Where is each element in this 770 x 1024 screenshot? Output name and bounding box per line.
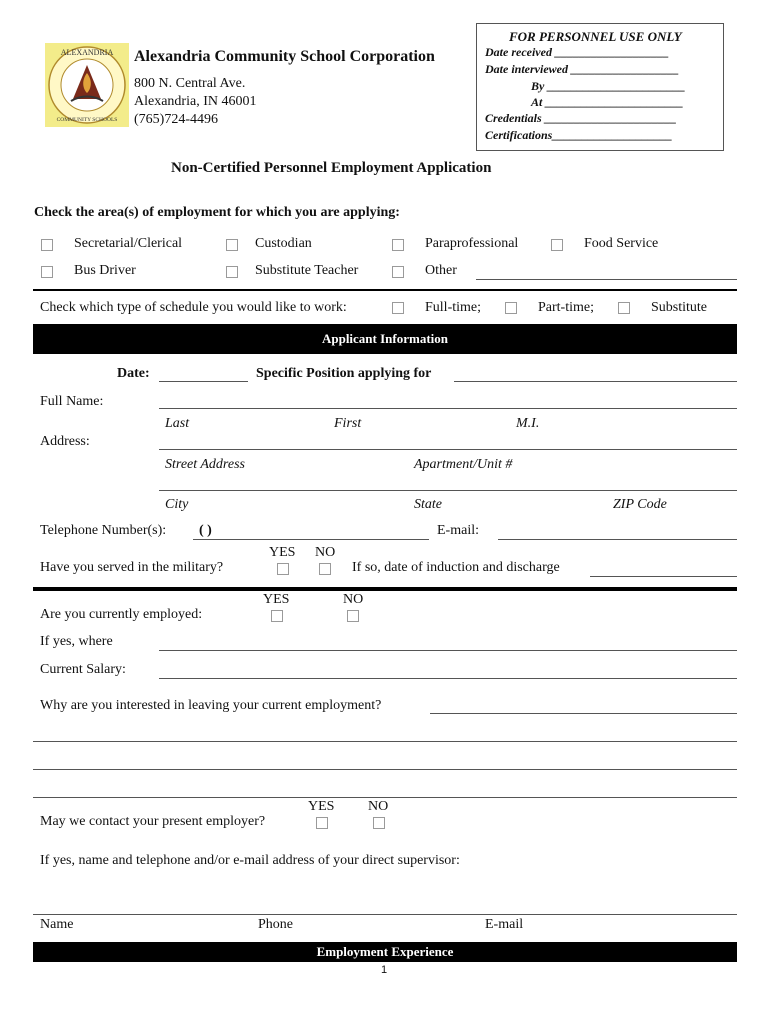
org-name: Alexandria Community School Corporation [134,48,435,65]
employed-no-heading: NO [343,592,364,607]
full-name-input-line[interactable] [159,408,737,409]
interviewed-by-field: By _______________________ [531,79,686,93]
schedule-checkbox-substitute[interactable] [618,302,630,314]
schedule-label-substitute: Substitute [651,300,708,315]
area-label-substitute-teacher: Substitute Teacher [255,263,359,278]
military-yes-checkbox[interactable] [277,563,289,575]
telephone-label: Telephone Number(s): [40,523,167,538]
supervisor-question: If yes, name and telephone and/or e-mail address of your direct supervisor: [40,853,460,868]
area-checkbox-food-service[interactable] [551,239,563,251]
state-caption: State [414,497,442,512]
street-input-line[interactable] [159,449,737,450]
supervisor-name-caption: Name [40,917,74,932]
telephone-input-line[interactable] [193,539,429,540]
section-divider [33,289,737,291]
why-leaving-input-line-3[interactable] [33,769,737,770]
schedule-prompt: Check which type of schedule you would like to work: [40,300,347,315]
date-interviewed-field: Date interviewed __________________ [485,62,679,76]
area-checkbox-other[interactable] [392,266,404,278]
org-address-line1: 800 N. Central Ave. [134,76,246,91]
military-dates-input-line[interactable] [590,576,737,577]
current-salary-label: Current Salary: [40,662,126,677]
area-label-paraprofessional: Paraprofessional [425,236,519,251]
personnel-use-box [476,23,724,151]
current-salary-input-line[interactable] [159,678,737,679]
interviewed-at-field: At _______________________ [531,95,684,109]
first-name-caption: First [334,416,362,431]
zip-caption: ZIP Code [613,497,667,512]
area-checkbox-secretarial[interactable] [41,239,53,251]
employer-where-input-line[interactable] [159,650,737,651]
contact-no-checkbox[interactable] [373,817,385,829]
military-no-heading: NO [315,545,336,560]
personnel-box-title: FOR PERSONNEL USE ONLY [509,29,682,44]
credentials-field: Credentials ______________________ [485,111,677,125]
date-input-line[interactable] [159,381,248,382]
supervisor-phone-caption: Phone [258,917,293,932]
employment-experience-header: Employment Experience [33,942,737,962]
contact-yes-heading: YES [308,799,335,814]
why-leaving-input-line-2[interactable] [33,741,737,742]
city-state-zip-input-line[interactable] [159,490,737,491]
supervisor-input-line[interactable] [33,914,737,915]
address-label: Address: [40,434,90,449]
last-name-caption: Last [165,416,190,431]
page-number: 1 [381,964,388,976]
contact-yes-checkbox[interactable] [316,817,328,829]
certifications-field: Certifications____________________ [485,128,673,142]
contact-employer-question: May we contact your present employer? [40,814,266,829]
org-address-line2: Alexandria, IN 46001 [134,94,257,109]
full-name-label: Full Name: [40,394,104,409]
contact-no-heading: NO [368,799,389,814]
city-caption: City [165,497,189,512]
email-input-line[interactable] [498,539,737,540]
currently-employed-question: Are you currently employed: [40,607,203,622]
schedule-checkbox-part-time[interactable] [505,302,517,314]
area-checkbox-bus-driver[interactable] [41,266,53,278]
schedule-label-full-time: Full-time; [425,300,481,315]
position-label: Specific Position applying for [256,366,432,381]
telephone-area-code: ( ) [199,523,212,538]
military-yes-heading: YES [269,545,296,560]
form-title: Non-Certified Personnel Employment Application [171,160,492,176]
area-checkbox-custodian[interactable] [226,239,238,251]
why-leaving-question: Why are you interested in leaving your current employment? [40,698,382,713]
date-label: Date: [117,366,150,381]
area-label-custodian: Custodian [255,236,312,251]
employed-yes-checkbox[interactable] [271,610,283,622]
employed-yes-heading: YES [263,592,290,607]
school-logo [45,43,129,127]
schedule-label-part-time: Part-time; [538,300,594,315]
area-label-secretarial: Secretarial/Clerical [74,236,183,251]
area-checkbox-substitute-teacher[interactable] [226,266,238,278]
school-seal-icon [45,43,129,127]
apartment-caption: Apartment/Unit # [414,457,513,472]
why-leaving-input-line-4[interactable] [33,797,737,798]
employer-where-label: If yes, where [40,634,113,649]
area-label-bus-driver: Bus Driver [74,263,136,278]
employed-no-checkbox[interactable] [347,610,359,622]
svg-text:COMMUNITY SCHOOLS: COMMUNITY SCHOOLS [56,117,118,123]
military-no-checkbox[interactable] [319,563,331,575]
org-phone: (765)724-4496 [134,112,218,127]
supervisor-email-caption: E-mail [485,917,524,932]
section-divider-thick [33,587,737,591]
military-question: Have you served in the military? [40,560,224,575]
area-checkbox-paraprofessional[interactable] [392,239,404,251]
applicant-info-header: Applicant Information [33,324,737,354]
military-followup-label: If so, date of induction and discharge [352,560,560,575]
position-input-line[interactable] [454,381,737,382]
areas-heading: Check the area(s) of employment for which you are applying: [34,205,400,220]
email-label: E-mail: [437,523,479,538]
street-caption: Street Address [165,457,245,472]
schedule-checkbox-full-time[interactable] [392,302,404,314]
svg-text:ALEXANDRIA: ALEXANDRIA [60,48,114,57]
area-label-other: Other [425,263,457,278]
area-label-food-service: Food Service [584,236,659,251]
why-leaving-input-line-1[interactable] [430,713,737,714]
middle-initial-caption: M.I. [516,416,540,431]
date-received-field: Date received ___________________ [485,45,669,59]
other-area-input-line[interactable] [476,279,737,280]
